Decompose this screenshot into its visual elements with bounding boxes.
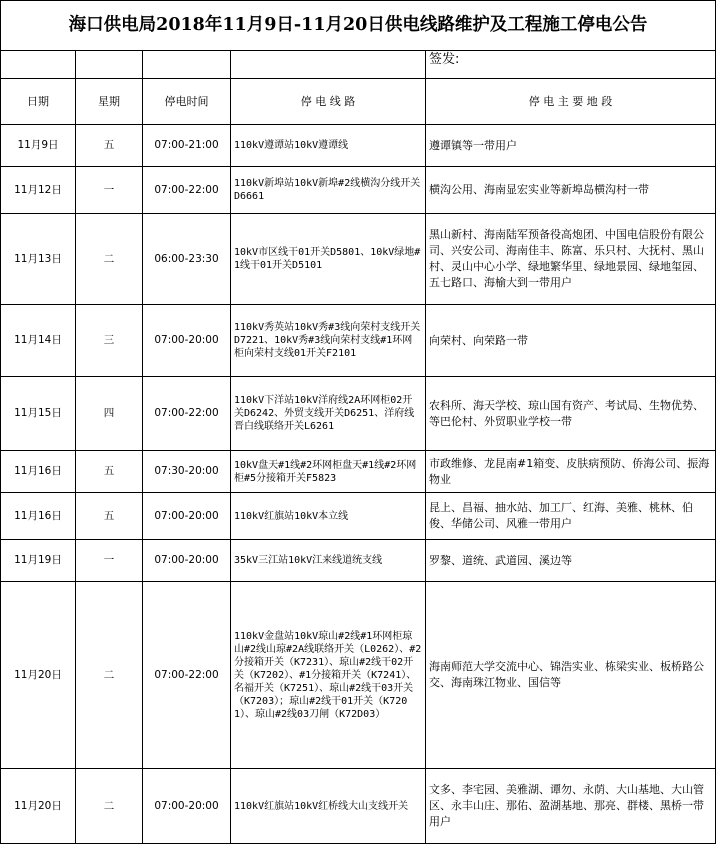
header-date: 日期 (1, 79, 76, 125)
row-area: 市政维修、龙昆南#1箱变、皮肤病预防、侨海公司、振海物业 (426, 451, 716, 493)
row-date: 11月16日 (1, 493, 76, 540)
table-row (1, 167, 716, 214)
header-row (1, 79, 716, 125)
row-line: 110kV下洋站10kV洋府线2A环网柜02开关D6242、外贸支线开关D6251、洋府线晋白线联络开关L6261 (231, 377, 426, 451)
row-line: 10kV盘天#1线#2环网柜盘天#1线#2环网柜#5分接箱开关F5823 (231, 451, 426, 493)
row-time: 06:00-23:30 (143, 214, 231, 305)
row-weekday: 二 (76, 582, 143, 769)
table-row (1, 451, 716, 493)
row-area: 文多、李宅园、美雅湖、谭勿、永荫、大山基地、大山管区、永丰山庄、那佑、盈湖基地、那亮、群楼、黑桥一带用户 (426, 769, 716, 844)
notice-title: 海口供电局2018年11月9日-11月20日供电线路维护及工程施工停电公告 (1, 1, 716, 51)
row-weekday: 三 (76, 305, 143, 377)
empty-cell (231, 51, 426, 79)
empty-cell (143, 51, 231, 79)
row-time: 07:00-20:00 (143, 540, 231, 582)
row-line: 10kV市区线干01开关D5801、10kV绿地#1线干01开关D5101 (231, 214, 426, 305)
row-date: 11月16日 (1, 451, 76, 493)
row-time: 07:30-20:00 (143, 451, 231, 493)
row-area: 黑山新村、海南陆军预备役高炮团、中国电信股份有限公司、兴安公司、海南佳丰、陈富、乐只村、大抚村、黑山村、灵山中心小学、绿地繁华里、绿地景园、绿地玺园、五七路口、海榆大到一带用户 (426, 214, 716, 305)
table-row (1, 540, 716, 582)
header-time: 停电时间 (143, 79, 231, 125)
row-time: 07:00-22:00 (143, 167, 231, 214)
row-weekday: 五 (76, 125, 143, 167)
row-line: 110kV红旗站10kV本立线 (231, 493, 426, 540)
header-line: 停 电 线 路 (231, 79, 426, 125)
empty-cell (76, 51, 143, 79)
row-area: 农科所、海天学校、琼山国有资产、考试局、生物优势、等巴伦村、外贸职业学校一带 (426, 377, 716, 451)
table-row (1, 377, 716, 451)
row-area: 罗黎、道统、武道园、溪边等 (426, 540, 716, 582)
row-line: 110kV新埠站10kV新埠#2线横沟分线开关D6661 (231, 167, 426, 214)
row-weekday: 四 (76, 377, 143, 451)
row-area: 横沟公用、海南显宏实业等新埠岛横沟村一带 (426, 167, 716, 214)
row-date: 11月15日 (1, 377, 76, 451)
table-row (1, 305, 716, 377)
empty-cell (1, 51, 76, 79)
row-weekday: 二 (76, 769, 143, 844)
row-line: 110kV秀英站10kV秀#3线向荣村支线开关D7221、10kV秀#3线向荣村支线#1环网柜向荣村支线01开关F2101 (231, 305, 426, 377)
row-line: 110kV红旗站10kV红桥线大山支线开关 (231, 769, 426, 844)
row-date: 11月13日 (1, 214, 76, 305)
table-row (1, 214, 716, 305)
title-row (1, 1, 716, 51)
row-line: 110kV遵谭站10kV遵谭线 (231, 125, 426, 167)
table-row (1, 582, 716, 769)
table-row (1, 493, 716, 540)
row-date: 11月14日 (1, 305, 76, 377)
row-weekday: 二 (76, 214, 143, 305)
row-area: 向荣村、向荣路一带 (426, 305, 716, 377)
row-time: 07:00-21:00 (143, 125, 231, 167)
row-date: 11月20日 (1, 582, 76, 769)
header-weekday: 星期 (76, 79, 143, 125)
row-date: 11月12日 (1, 167, 76, 214)
row-date: 11月20日 (1, 769, 76, 844)
row-area: 遵谭镇等一带用户 (426, 125, 716, 167)
row-time: 07:00-20:00 (143, 769, 231, 844)
row-line: 110kV金盘站10kV琼山#2线#1环网柜琼山#2线山琼#2A线联络开关（L0262）、#2分接箱开关（K7231）、琼山#2线干02开关（K7202）、#1分接箱开关（K7241）、名福开关（K7251）、琼山#2线干03开关（K7203）；琼山#2线干01开关（K7201）、琼山#2线03刀闸（K72D03） (231, 582, 426, 769)
row-weekday: 五 (76, 493, 143, 540)
row-time: 07:00-22:00 (143, 582, 231, 769)
sign-row (1, 51, 716, 79)
row-weekday: 一 (76, 540, 143, 582)
row-weekday: 一 (76, 167, 143, 214)
header-area: 停 电 主 要 地 段 (426, 79, 716, 125)
row-line: 35kV三江站10kV江来线道统支线 (231, 540, 426, 582)
table-row (1, 769, 716, 844)
row-time: 07:00-20:00 (143, 305, 231, 377)
table-row (1, 125, 716, 167)
row-date: 11月9日 (1, 125, 76, 167)
row-area: 昆上、昌福、抽水站、加工厂、红海、美雅、桃林、伯俊、华储公司、风雅一带用户 (426, 493, 716, 540)
row-area: 海南师范大学交流中心、锦浩实业、栋梁实业、板桥路公交、海南珠江物业、国信等 (426, 582, 716, 769)
row-time: 07:00-22:00 (143, 377, 231, 451)
row-weekday: 五 (76, 451, 143, 493)
row-time: 07:00-20:00 (143, 493, 231, 540)
row-date: 11月19日 (1, 540, 76, 582)
sign-field: 签发: (426, 51, 716, 79)
